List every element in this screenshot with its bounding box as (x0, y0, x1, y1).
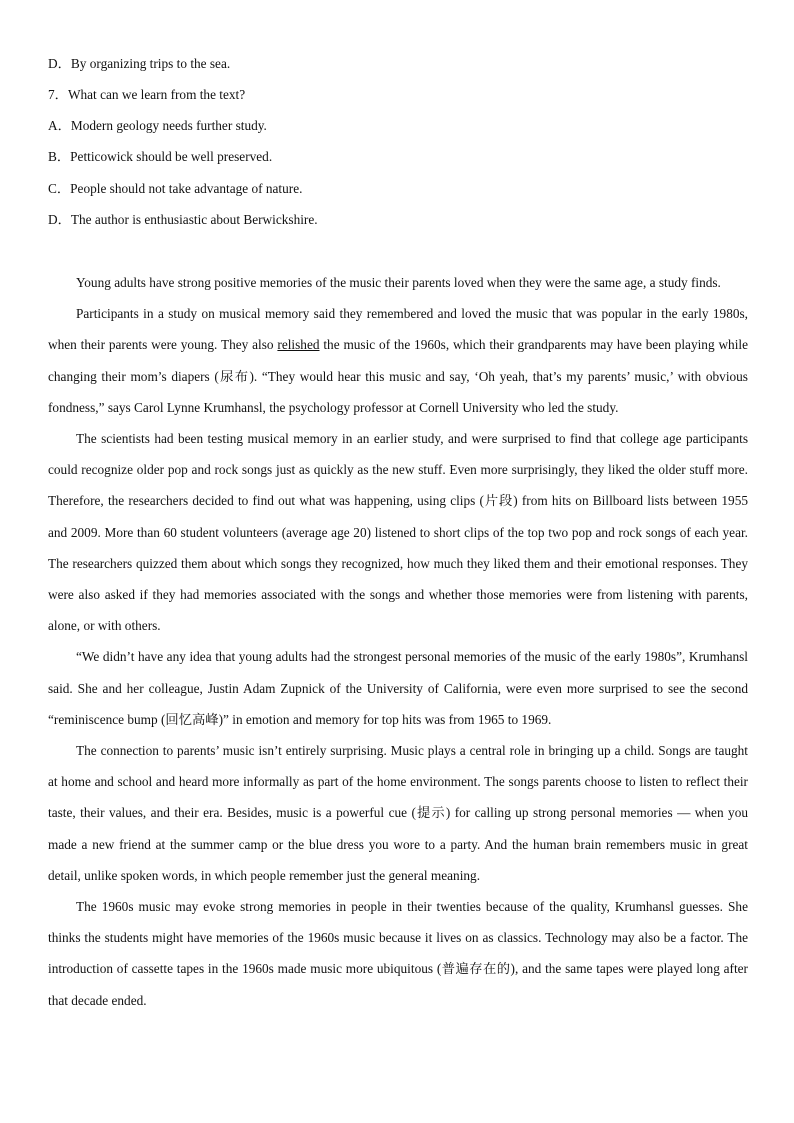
question-7-option-c: C．People should not take advantage of nature. (48, 181, 303, 196)
question-7-option-b: B．Petticowick should be well preserved. (48, 149, 273, 164)
question-7-option-a: A．Modern geology needs further study. (48, 118, 267, 133)
question-7-option-d: D．The author is enthusiastic about Berwickshire. (48, 212, 318, 227)
reading-passage (48, 267, 748, 1016)
paragraph-2-text-after: the music of the 1960s, which their grandparents may have been playing while changing their mom’s diapers (尿布). “They would hear this music and say, ‘Oh yeah, that’s my parents’ music,’ with obvious fondness,” says Carol Lynne Krumhansl, the psychology professor at Cornell University who led the study. (48, 337, 748, 415)
question-6-option-d: D．By organizing trips to the sea. (48, 56, 231, 71)
paragraph-5: The connection to parents’ music isn’t entirely surprising. Music plays a central role in bringing up a child. Songs are taught at home and school and heard more informally as part of the home environment. The songs parents choose to listen to reflect their taste, their values, and their era. Besides, music is a powerful cue (提示) for calling up strong personal memories — when you made a new friend at the summer camp or the blue dress you wore to a party. And the human brain remembers music in great detail, unlike spoken words, in which people remember just the general meaning. (48, 743, 748, 883)
paragraph-1: Young adults have strong positive memories of the music their parents loved when they were the same age, a study finds. (76, 275, 721, 290)
paragraph-6: The 1960s music may evoke strong memories in people in their twenties because of the quality, Krumhansl guesses. She thinks the students might have memories of the 1960s music because it lives on as classics. Technology may also be a factor. The introduction of cassette tapes in the 1960s made music more ubiquitous (普遍存在的), and the same tapes were played long after that decade ended. (48, 899, 748, 1008)
paragraph-3: The scientists had been testing musical memory in an earlier study, and were surprised to find that college age participants could recognize older pop and rock songs just as quickly as the new stuff. Even more surprisingly, they liked the older stuff more. Therefore, the researchers decided to find out what was happening, using clips (片段) from hits on Billboard lists between 1955 and 2009. More than 60 student volunteers (average age 20) listened to short clips of the top two pop and rock songs of each year. The researchers quizzed them about which songs they recognized, how much they liked them and their emotional responses. They were also asked if they had memories associated with the songs and whether those memories were from listening with parents, alone, or with others. (48, 431, 748, 634)
paragraph-4: “We didn’t have any idea that young adults had the strongest personal memories of the music of the early 1980s”, Krumhansl said. She and her colleague, Justin Adam Zupnick of the University of California, were even more surprised to see the second “reminiscence bump (回忆高峰)” in emotion and memory for top hits was from 1965 to 1969. (48, 649, 748, 727)
paragraph-2 (48, 298, 748, 423)
question-7-stem: 7．What can we learn from the text? (48, 87, 246, 102)
paragraph-2-text-before: Participants in a study on musical memory said they remembered and loved the music that was popular in the early 1980s, when their parents were young. They also (48, 306, 748, 353)
underlined-word-relished: relished (277, 337, 320, 353)
